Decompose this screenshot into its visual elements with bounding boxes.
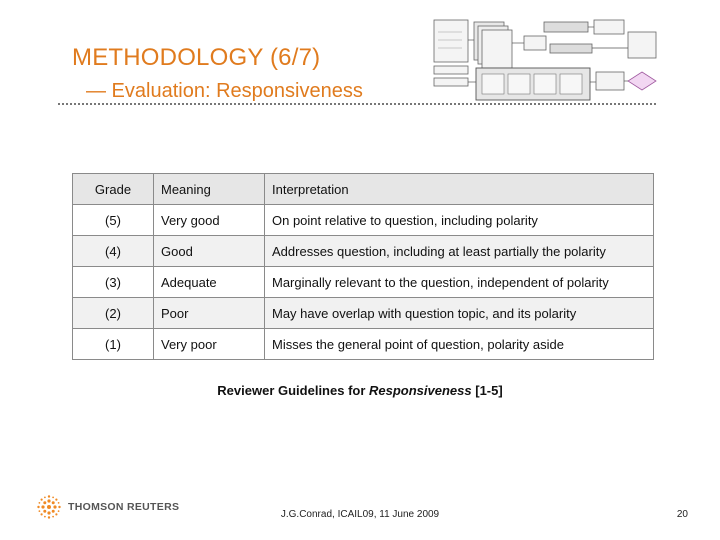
interpretation-cell: On point relative to question, including polarity <box>265 205 654 236</box>
meaning-cell: Adequate <box>154 267 265 298</box>
interpretation-cell: Addresses question, including at least partially the polarity <box>265 236 654 267</box>
table-row <box>73 267 654 298</box>
title-divider <box>58 103 656 105</box>
slide-subtitle: — Evaluation: Responsiveness <box>86 80 363 102</box>
caption-suffix: [1-5] <box>471 383 503 398</box>
table-row <box>73 298 654 329</box>
table-header-row <box>73 174 654 205</box>
grade-cell: (1) <box>73 329 154 360</box>
meaning-cell: Good <box>154 236 265 267</box>
column-header-meaning: Meaning <box>154 174 265 205</box>
footer-citation: J.G.Conrad, ICAIL09, 11 June 2009 <box>280 509 440 520</box>
interpretation-cell: Misses the general point of question, polarity aside <box>265 329 654 360</box>
column-header-interpretation: Interpretation <box>265 174 654 205</box>
table-row <box>73 236 654 267</box>
table-row <box>73 329 654 360</box>
grade-cell: (5) <box>73 205 154 236</box>
table-row <box>73 205 654 236</box>
system-architecture-diagram-icon <box>432 18 660 106</box>
grade-cell: (3) <box>73 267 154 298</box>
table-caption <box>0 383 720 398</box>
responsiveness-grades-table <box>72 173 654 360</box>
caption-emphasis: Responsiveness <box>369 383 472 398</box>
grade-cell: (2) <box>73 298 154 329</box>
interpretation-cell: Marginally relevant to the question, independent of polarity <box>265 267 654 298</box>
meaning-cell: Poor <box>154 298 265 329</box>
slide-title: METHODOLOGY (6/7) <box>72 44 321 71</box>
page-number: 20 <box>676 509 688 520</box>
grade-cell: (4) <box>73 236 154 267</box>
interpretation-cell: May have overlap with question topic, and its polarity <box>265 298 654 329</box>
meaning-cell: Very poor <box>154 329 265 360</box>
caption-prefix: Reviewer Guidelines for <box>217 383 370 398</box>
meaning-cell: Very good <box>154 205 265 236</box>
logo-wordmark: THOMSON REUTERS <box>68 501 180 513</box>
column-header-grade: Grade <box>73 174 154 205</box>
